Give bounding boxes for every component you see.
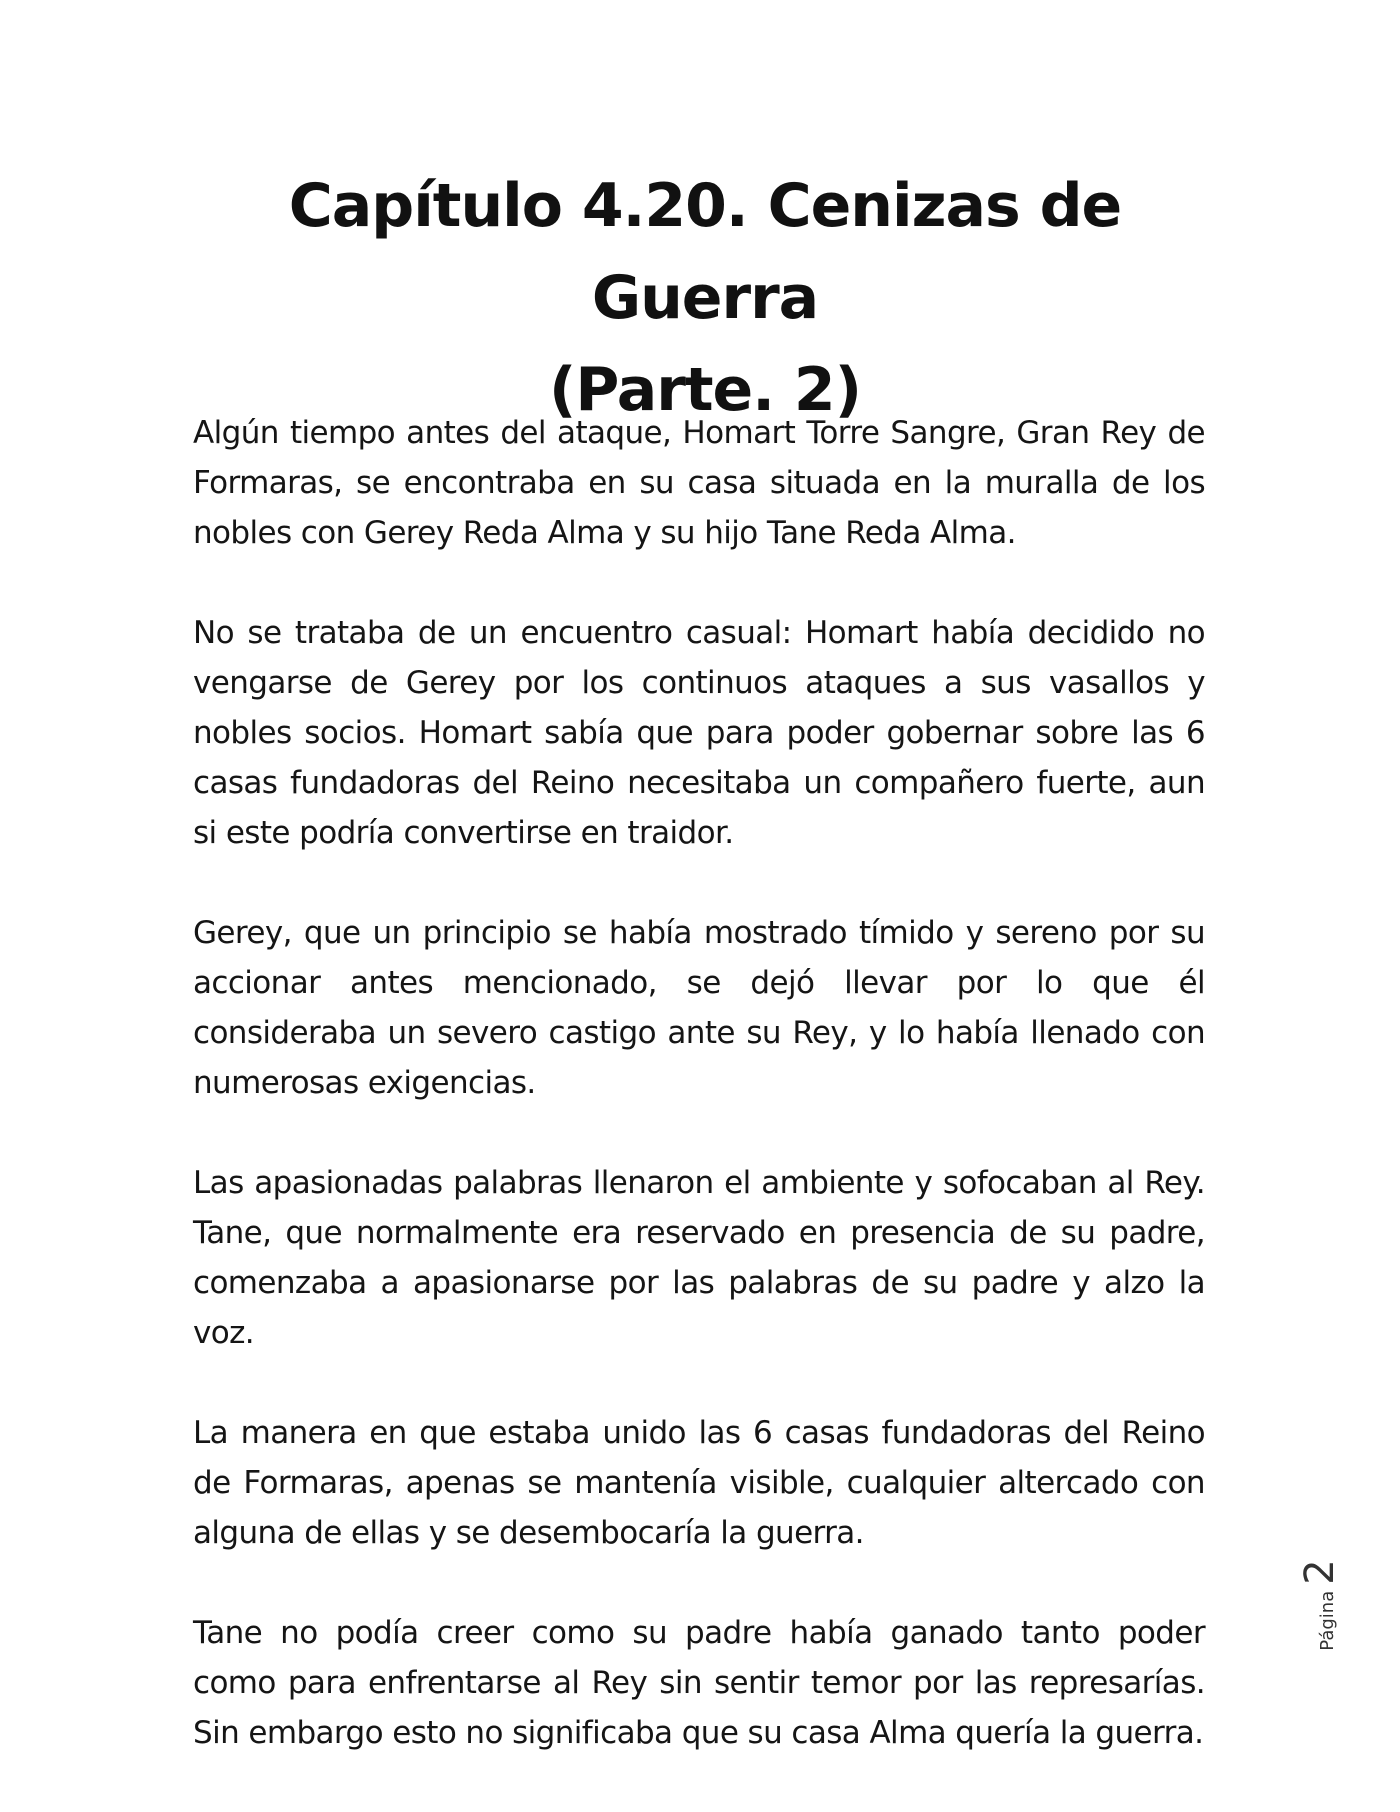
page-number-footer	[1290, 1550, 1350, 1660]
page-number: 2	[1297, 1559, 1343, 1585]
paragraph: No se trataba de un encuentro casual: Homart había decidido no vengarse de Gerey por los continuos ataques a sus vasallos y nobles socios. Homart sabía que para poder gobernar sobre las 6 casas fundadoras del Reino necesitaba un compañero fuerte, aun si este podría convertirse en traidor.	[193, 615, 1205, 851]
chapter-title-line-2: (Parte. 2)	[548, 355, 862, 425]
paragraph: La manera en que estaba unido las 6 casas fundadoras del Reino de Formaras, apenas se mantenía visible, cualquier altercado con alguna de ellas y se desembocaría la guerra.	[193, 1415, 1205, 1551]
page-number-rotated	[1297, 1559, 1343, 1650]
paragraph: Gerey, que un principio se había mostrado tímido y sereno por su accionar antes mencionado, se dejó llevar por lo que él consideraba un severo castigo ante su Rey, y lo había llenado con numerosas exigencias.	[193, 915, 1205, 1101]
page-label: Página	[1317, 1590, 1338, 1651]
chapter-title-line-1: Capítulo 4.20. Cenizas de Guerra	[288, 171, 1122, 333]
paragraph: Algún tiempo antes del ataque, Homart Torre Sangre, Gran Rey de Formaras, se encontraba en su casa situada en la muralla de los nobles con Gerey Reda Alma y su hijo Tane Reda Alma.	[193, 415, 1205, 551]
chapter-body	[193, 408, 1205, 1808]
paragraph: Tane no podía creer como su padre había ganado tanto poder como para enfrentarse al Rey sin sentir temor por las represarías. Sin embargo esto no significaba que su casa Alma quería la guerra.	[193, 1615, 1205, 1751]
chapter-title	[190, 160, 1220, 436]
paragraph: Las apasionadas palabras llenaron el ambiente y sofocaban al Rey. Tane, que normalmente era reservado en presencia de su padre, comenzaba a apasionarse por las palabras de su padre y alzo la voz.	[193, 1165, 1205, 1351]
